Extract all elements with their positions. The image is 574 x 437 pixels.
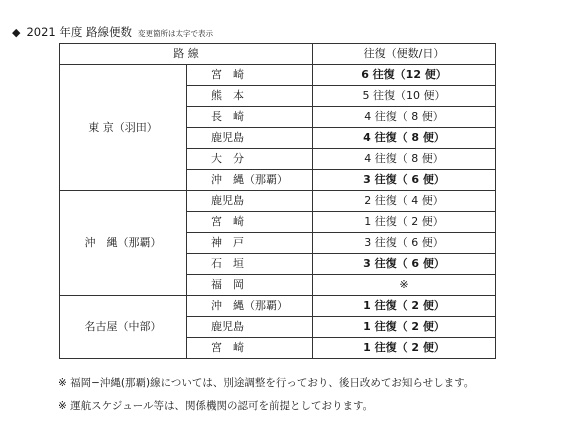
header-frequency: 往復（便数/日） [313, 44, 496, 65]
frequency-cell: 6 往復（12 便） [313, 65, 496, 86]
destination-cell: 鹿児島 [187, 128, 313, 149]
frequency-cell: 4 往復（ 8 便） [313, 149, 496, 170]
frequency-cell: 1 往復（ 2 便） [313, 212, 496, 233]
footnote: ※ 福岡−沖縄(那覇)線については、別途調整を行っており、後日改めてお知らせします。 [58, 377, 475, 389]
frequency-cell: 3 往復（ 6 便） [313, 254, 496, 275]
page-heading [12, 25, 213, 41]
destination-cell: 熊 本 [187, 86, 313, 107]
frequency-cell: 5 往復（10 便） [313, 86, 496, 107]
table-row [60, 65, 496, 86]
destination-cell: 長 崎 [187, 107, 313, 128]
destination-cell: 宮 崎 [187, 65, 313, 86]
origin-cell: 沖 縄（那覇） [60, 191, 187, 296]
destination-cell: 沖 縄（那覇） [187, 296, 313, 317]
frequency-cell: 3 往復（ 6 便） [313, 170, 496, 191]
table-row [60, 191, 496, 212]
destination-cell: 福 岡 [187, 275, 313, 296]
header-route: 路 線 [60, 44, 313, 65]
table-header-row [60, 44, 496, 65]
origin-cell: 名古屋（中部） [60, 296, 187, 359]
destination-cell: 宮 崎 [187, 212, 313, 233]
frequency-cell: 1 往復（ 2 便） [313, 338, 496, 359]
frequency-cell: 4 往復（ 8 便） [313, 107, 496, 128]
table-row [60, 296, 496, 317]
frequency-cell: 4 往復（ 8 便） [313, 128, 496, 149]
page-title: 2021 年度 路線便数 [26, 25, 133, 39]
origin-cell: 東 京（羽田） [60, 65, 187, 191]
destination-cell: 鹿児島 [187, 317, 313, 338]
heading-note: 変更箇所は太字で表示 [138, 29, 214, 38]
footnotes [58, 372, 474, 418]
destination-cell: 石 垣 [187, 254, 313, 275]
frequency-cell: 1 往復（ 2 便） [313, 296, 496, 317]
destination-cell: 鹿児島 [187, 191, 313, 212]
destination-cell: 神 戸 [187, 233, 313, 254]
route-table [59, 43, 496, 359]
destination-cell: 宮 崎 [187, 338, 313, 359]
destination-cell: 大 分 [187, 149, 313, 170]
frequency-cell: ※ [313, 275, 496, 296]
frequency-cell: 3 往復（ 6 便） [313, 233, 496, 254]
diamond-bullet-icon: ◆ [12, 26, 21, 39]
destination-cell: 沖 縄（那覇） [187, 170, 313, 191]
frequency-cell: 2 往復（ 4 便） [313, 191, 496, 212]
frequency-cell: 1 往復（ 2 便） [313, 317, 496, 338]
footnote: ※ 運航スケジュール等は、関係機関の認可を前提としております。 [58, 400, 374, 412]
